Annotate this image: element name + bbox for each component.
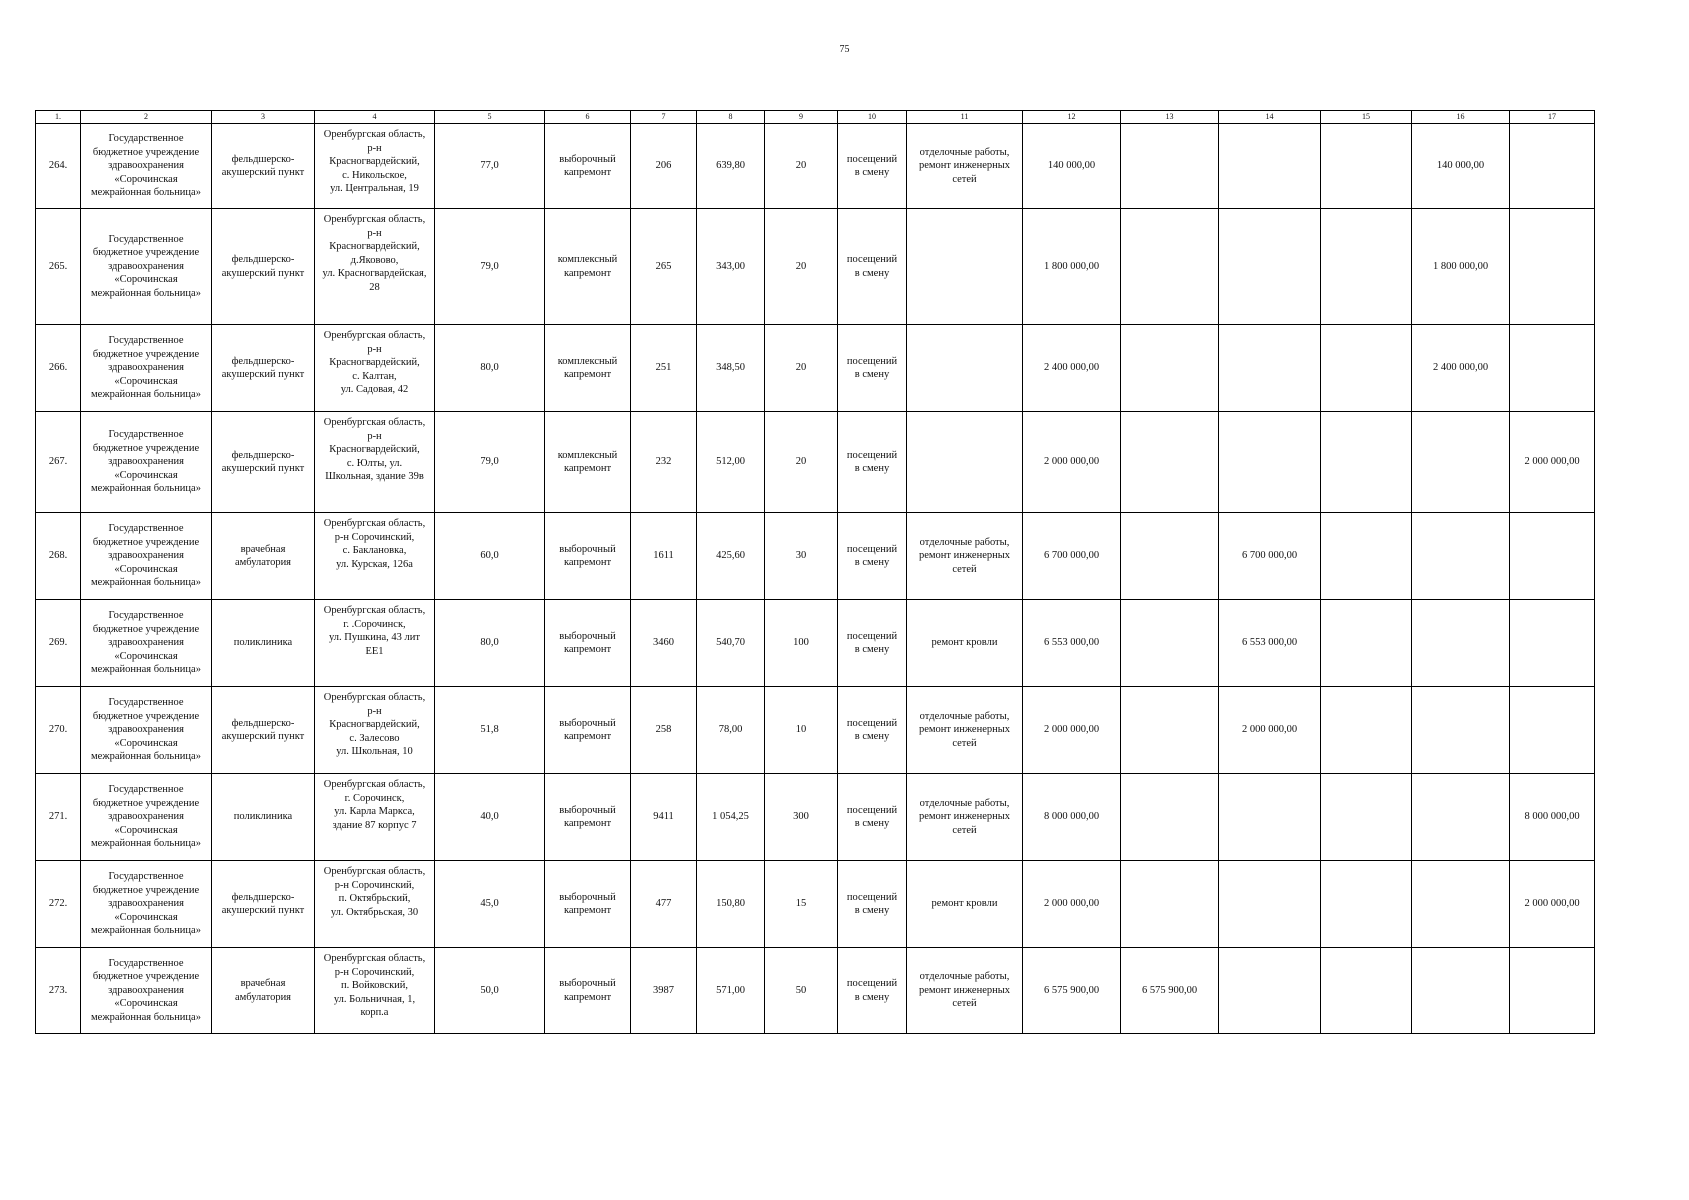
- col-8-value-cell: 1 054,25: [697, 774, 765, 861]
- col-9-value-cell: 20: [765, 412, 838, 513]
- col-16-amount-cell: [1412, 513, 1510, 600]
- col-13-amount-cell: [1121, 325, 1219, 412]
- header-col-6: 6: [545, 111, 631, 124]
- col-17-amount-cell: [1510, 600, 1595, 687]
- col-8-value-cell: 343,00: [697, 209, 765, 325]
- total-amount-cell: 8 000 000,00: [1023, 774, 1121, 861]
- col-9-value-cell: 20: [765, 124, 838, 209]
- col-7-value-cell: 3460: [631, 600, 697, 687]
- total-amount-cell: 2 400 000,00: [1023, 325, 1121, 412]
- header-col-11: 11: [907, 111, 1023, 124]
- facility-type-cell: врачебная амбулатория: [212, 948, 315, 1034]
- col-14-amount-cell: 6 553 000,00: [1219, 600, 1321, 687]
- col-9-value-cell: 50: [765, 948, 838, 1034]
- page-number: 75: [839, 44, 850, 55]
- col-13-amount-cell: [1121, 861, 1219, 948]
- col-13-amount-cell: 6 575 900,00: [1121, 948, 1219, 1034]
- total-amount-cell: 6 553 000,00: [1023, 600, 1121, 687]
- col-5-value-cell: 77,0: [435, 124, 545, 209]
- header-col-5: 5: [435, 111, 545, 124]
- row-number-cell: 270.: [36, 687, 81, 774]
- col-8-value-cell: 348,50: [697, 325, 765, 412]
- col-14-amount-cell: [1219, 412, 1321, 513]
- table-body: [36, 124, 1595, 1034]
- col-7-value-cell: 206: [631, 124, 697, 209]
- col-8-value-cell: 571,00: [697, 948, 765, 1034]
- col-5-value-cell: 40,0: [435, 774, 545, 861]
- col-8-value-cell: 78,00: [697, 687, 765, 774]
- col-15-amount-cell: [1321, 412, 1412, 513]
- table-row: [36, 412, 1595, 513]
- capacity-unit-cell: посещений в смену: [838, 412, 907, 513]
- col-9-value-cell: 20: [765, 325, 838, 412]
- address-cell: Оренбургская область, р-н Красногвардейский, с. Залесово ул. Школьная, 10: [315, 687, 435, 774]
- repair-type-cell: выборочный капремонт: [545, 948, 631, 1034]
- address-cell: Оренбургская область, р-н Красногвардейский, с. Калтан, ул. Садовая, 42: [315, 325, 435, 412]
- address-cell: Оренбургская область, р-н Красногвардейский, с. Юлты, ул. Школьная, здание 39в: [315, 412, 435, 513]
- repair-type-cell: выборочный капремонт: [545, 124, 631, 209]
- facility-type-cell: фельдшерско- акушерский пункт: [212, 124, 315, 209]
- col-17-amount-cell: [1510, 209, 1595, 325]
- total-amount-cell: 2 000 000,00: [1023, 412, 1121, 513]
- column-number-row: [36, 111, 1595, 124]
- total-amount-cell: 6 700 000,00: [1023, 513, 1121, 600]
- works-description-cell: [907, 325, 1023, 412]
- row-number-cell: 273.: [36, 948, 81, 1034]
- col-13-amount-cell: [1121, 513, 1219, 600]
- header-col-3: 3: [212, 111, 315, 124]
- col-15-amount-cell: [1321, 948, 1412, 1034]
- repair-type-cell: выборочный капремонт: [545, 774, 631, 861]
- table-row: [36, 325, 1595, 412]
- header-col-4: 4: [315, 111, 435, 124]
- table-row: [36, 513, 1595, 600]
- address-cell: Оренбургская область, р-н Сорочинский, с. Баклановка, ул. Курская, 126а: [315, 513, 435, 600]
- institution-cell: Государственное бюджетное учреждение здравоохранения «Сорочинская межрайонная больница»: [81, 513, 212, 600]
- row-number-cell: 267.: [36, 412, 81, 513]
- col-13-amount-cell: [1121, 124, 1219, 209]
- table-header: [36, 111, 1595, 124]
- col-16-amount-cell: [1412, 412, 1510, 513]
- capacity-unit-cell: посещений в смену: [838, 687, 907, 774]
- works-description-cell: отделочные работы, ремонт инженерных сетей: [907, 948, 1023, 1034]
- facilities-repair-table: [35, 110, 1595, 1034]
- col-17-amount-cell: 8 000 000,00: [1510, 774, 1595, 861]
- facility-type-cell: фельдшерско- акушерский пункт: [212, 687, 315, 774]
- capacity-unit-cell: посещений в смену: [838, 948, 907, 1034]
- works-description-cell: [907, 209, 1023, 325]
- capacity-unit-cell: посещений в смену: [838, 124, 907, 209]
- col-15-amount-cell: [1321, 513, 1412, 600]
- facility-type-cell: врачебная амбулатория: [212, 513, 315, 600]
- institution-cell: Государственное бюджетное учреждение здравоохранения «Сорочинская межрайонная больница»: [81, 861, 212, 948]
- header-col-10: 10: [838, 111, 907, 124]
- row-number-cell: 268.: [36, 513, 81, 600]
- repair-type-cell: выборочный капремонт: [545, 513, 631, 600]
- col-9-value-cell: 20: [765, 209, 838, 325]
- row-number-cell: 265.: [36, 209, 81, 325]
- header-col-12: 12: [1023, 111, 1121, 124]
- col-17-amount-cell: [1510, 325, 1595, 412]
- repair-type-cell: выборочный капремонт: [545, 600, 631, 687]
- institution-cell: Государственное бюджетное учреждение здравоохранения «Сорочинская межрайонная больница»: [81, 948, 212, 1034]
- table-row: [36, 600, 1595, 687]
- col-16-amount-cell: 2 400 000,00: [1412, 325, 1510, 412]
- facility-type-cell: фельдшерско- акушерский пункт: [212, 209, 315, 325]
- col-14-amount-cell: [1219, 948, 1321, 1034]
- col-8-value-cell: 512,00: [697, 412, 765, 513]
- address-cell: Оренбургская область, р-н Сорочинский, п. Октябрьский, ул. Октябрьская, 30: [315, 861, 435, 948]
- header-col-16: 16: [1412, 111, 1510, 124]
- total-amount-cell: 2 000 000,00: [1023, 687, 1121, 774]
- row-number-cell: 272.: [36, 861, 81, 948]
- col-9-value-cell: 300: [765, 774, 838, 861]
- col-8-value-cell: 639,80: [697, 124, 765, 209]
- col-13-amount-cell: [1121, 209, 1219, 325]
- table-row: [36, 774, 1595, 861]
- capacity-unit-cell: посещений в смену: [838, 600, 907, 687]
- repair-type-cell: комплексный капремонт: [545, 209, 631, 325]
- table-row: [36, 861, 1595, 948]
- table-row: [36, 209, 1595, 325]
- col-7-value-cell: 3987: [631, 948, 697, 1034]
- col-5-value-cell: 80,0: [435, 600, 545, 687]
- col-16-amount-cell: 1 800 000,00: [1412, 209, 1510, 325]
- address-cell: Оренбургская область, р-н Красногвардейский, с. Никольское, ул. Центральная, 19: [315, 124, 435, 209]
- col-13-amount-cell: [1121, 600, 1219, 687]
- row-number-cell: 269.: [36, 600, 81, 687]
- facility-type-cell: фельдшерско- акушерский пункт: [212, 412, 315, 513]
- works-description-cell: [907, 412, 1023, 513]
- repair-type-cell: выборочный капремонт: [545, 861, 631, 948]
- capacity-unit-cell: посещений в смену: [838, 513, 907, 600]
- capacity-unit-cell: посещений в смену: [838, 774, 907, 861]
- table-row: [36, 124, 1595, 209]
- col-7-value-cell: 477: [631, 861, 697, 948]
- col-17-amount-cell: 2 000 000,00: [1510, 861, 1595, 948]
- table-row: [36, 948, 1595, 1034]
- col-5-value-cell: 60,0: [435, 513, 545, 600]
- header-col-7: 7: [631, 111, 697, 124]
- total-amount-cell: 1 800 000,00: [1023, 209, 1121, 325]
- total-amount-cell: 140 000,00: [1023, 124, 1121, 209]
- col-13-amount-cell: [1121, 412, 1219, 513]
- col-14-amount-cell: [1219, 774, 1321, 861]
- col-17-amount-cell: [1510, 687, 1595, 774]
- header-col-9: 9: [765, 111, 838, 124]
- col-13-amount-cell: [1121, 687, 1219, 774]
- row-number-cell: 266.: [36, 325, 81, 412]
- capacity-unit-cell: посещений в смену: [838, 209, 907, 325]
- col-14-amount-cell: [1219, 861, 1321, 948]
- col-8-value-cell: 150,80: [697, 861, 765, 948]
- col-7-value-cell: 258: [631, 687, 697, 774]
- header-col-13: 13: [1121, 111, 1219, 124]
- col-16-amount-cell: 140 000,00: [1412, 124, 1510, 209]
- address-cell: Оренбургская область, г. Сорочинск, ул. Карла Маркса, здание 87 корпус 7: [315, 774, 435, 861]
- capacity-unit-cell: посещений в смену: [838, 861, 907, 948]
- col-5-value-cell: 79,0: [435, 412, 545, 513]
- facility-type-cell: фельдшерско- акушерский пункт: [212, 861, 315, 948]
- header-col-14: 14: [1219, 111, 1321, 124]
- institution-cell: Государственное бюджетное учреждение здравоохранения «Сорочинская межрайонная больница»: [81, 325, 212, 412]
- facility-type-cell: фельдшерско- акушерский пункт: [212, 325, 315, 412]
- header-col-17: 17: [1510, 111, 1595, 124]
- col-7-value-cell: 251: [631, 325, 697, 412]
- col-16-amount-cell: [1412, 687, 1510, 774]
- capacity-unit-cell: посещений в смену: [838, 325, 907, 412]
- facility-type-cell: поликлиника: [212, 600, 315, 687]
- col-5-value-cell: 50,0: [435, 948, 545, 1034]
- institution-cell: Государственное бюджетное учреждение здравоохранения «Сорочинская межрайонная больница»: [81, 124, 212, 209]
- institution-cell: Государственное бюджетное учреждение здравоохранения «Сорочинская межрайонная больница»: [81, 209, 212, 325]
- col-15-amount-cell: [1321, 687, 1412, 774]
- col-16-amount-cell: [1412, 861, 1510, 948]
- header-col-8: 8: [697, 111, 765, 124]
- col-14-amount-cell: [1219, 325, 1321, 412]
- col-9-value-cell: 15: [765, 861, 838, 948]
- address-cell: Оренбургская область, р-н Красногвардейский, д.Яковово, ул. Красногвардейская, 28: [315, 209, 435, 325]
- col-16-amount-cell: [1412, 948, 1510, 1034]
- col-13-amount-cell: [1121, 774, 1219, 861]
- col-7-value-cell: 265: [631, 209, 697, 325]
- col-7-value-cell: 1611: [631, 513, 697, 600]
- col-9-value-cell: 30: [765, 513, 838, 600]
- header-col-1: 1.: [36, 111, 81, 124]
- institution-cell: Государственное бюджетное учреждение здравоохранения «Сорочинская межрайонная больница»: [81, 774, 212, 861]
- works-description-cell: отделочные работы, ремонт инженерных сетей: [907, 774, 1023, 861]
- works-description-cell: отделочные работы, ремонт инженерных сетей: [907, 513, 1023, 600]
- repair-type-cell: комплексный капремонт: [545, 412, 631, 513]
- col-17-amount-cell: 2 000 000,00: [1510, 412, 1595, 513]
- col-9-value-cell: 100: [765, 600, 838, 687]
- col-15-amount-cell: [1321, 861, 1412, 948]
- header-col-2: 2: [81, 111, 212, 124]
- col-5-value-cell: 45,0: [435, 861, 545, 948]
- col-15-amount-cell: [1321, 124, 1412, 209]
- col-5-value-cell: 79,0: [435, 209, 545, 325]
- table-row: [36, 687, 1595, 774]
- institution-cell: Государственное бюджетное учреждение здравоохранения «Сорочинская межрайонная больница»: [81, 412, 212, 513]
- total-amount-cell: 6 575 900,00: [1023, 948, 1121, 1034]
- col-14-amount-cell: 2 000 000,00: [1219, 687, 1321, 774]
- col-15-amount-cell: [1321, 325, 1412, 412]
- address-cell: Оренбургская область, г. .Сорочинск, ул. Пушкина, 43 лит ЕЕ1: [315, 600, 435, 687]
- col-15-amount-cell: [1321, 600, 1412, 687]
- col-16-amount-cell: [1412, 774, 1510, 861]
- row-number-cell: 271.: [36, 774, 81, 861]
- header-col-15: 15: [1321, 111, 1412, 124]
- facility-type-cell: поликлиника: [212, 774, 315, 861]
- col-15-amount-cell: [1321, 774, 1412, 861]
- col-7-value-cell: 232: [631, 412, 697, 513]
- repair-type-cell: выборочный капремонт: [545, 687, 631, 774]
- institution-cell: Государственное бюджетное учреждение здравоохранения «Сорочинская межрайонная больница»: [81, 600, 212, 687]
- col-14-amount-cell: [1219, 209, 1321, 325]
- col-7-value-cell: 9411: [631, 774, 697, 861]
- col-5-value-cell: 80,0: [435, 325, 545, 412]
- col-8-value-cell: 540,70: [697, 600, 765, 687]
- col-14-amount-cell: [1219, 124, 1321, 209]
- col-15-amount-cell: [1321, 209, 1412, 325]
- works-description-cell: отделочные работы, ремонт инженерных сетей: [907, 687, 1023, 774]
- institution-cell: Государственное бюджетное учреждение здравоохранения «Сорочинская межрайонная больница»: [81, 687, 212, 774]
- col-16-amount-cell: [1412, 600, 1510, 687]
- works-description-cell: ремонт кровли: [907, 861, 1023, 948]
- col-14-amount-cell: 6 700 000,00: [1219, 513, 1321, 600]
- works-description-cell: отделочные работы, ремонт инженерных сетей: [907, 124, 1023, 209]
- col-17-amount-cell: [1510, 513, 1595, 600]
- address-cell: Оренбургская область, р-н Сорочинский, п. Войковский, ул. Больничная, 1, корп.а: [315, 948, 435, 1034]
- repair-type-cell: комплексный капремонт: [545, 325, 631, 412]
- col-9-value-cell: 10: [765, 687, 838, 774]
- works-description-cell: ремонт кровли: [907, 600, 1023, 687]
- col-5-value-cell: 51,8: [435, 687, 545, 774]
- row-number-cell: 264.: [36, 124, 81, 209]
- col-17-amount-cell: [1510, 124, 1595, 209]
- col-8-value-cell: 425,60: [697, 513, 765, 600]
- total-amount-cell: 2 000 000,00: [1023, 861, 1121, 948]
- col-17-amount-cell: [1510, 948, 1595, 1034]
